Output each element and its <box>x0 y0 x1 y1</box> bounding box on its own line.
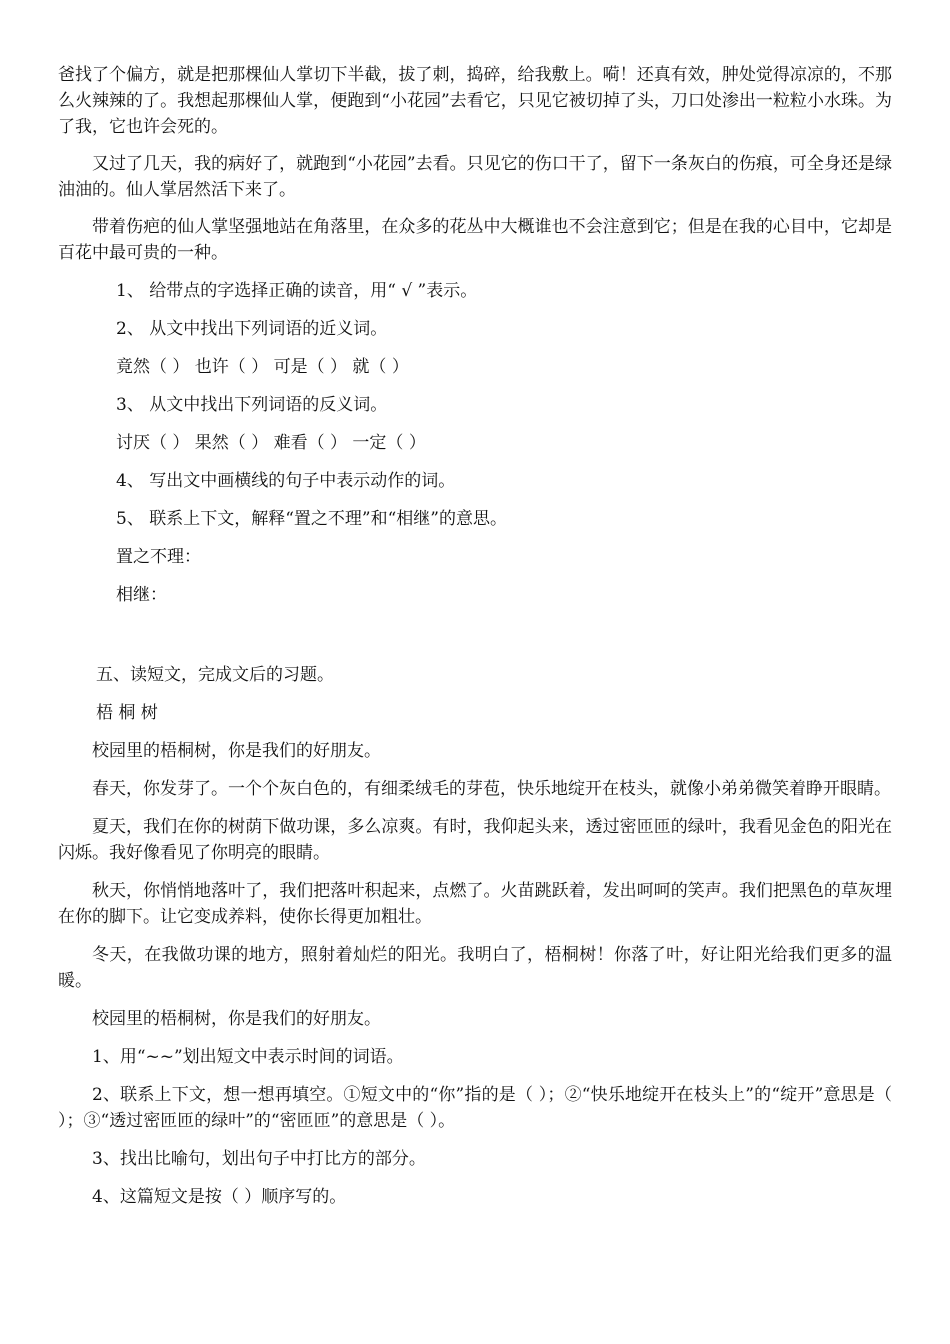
article-paragraph-2: 春天，你发芽了。一个个灰白色的，有细柔绒毛的芽苞，快乐地绽开在枝头，就像小弟弟微笑着睁开眼睛。 <box>92 779 891 799</box>
section-heading: 五、读短文，完成文后的习题。 <box>96 665 334 685</box>
article-paragraph-1: 校园里的梧桐树，你是我们的好朋友。 <box>92 741 381 761</box>
exercise-1: 1、用“~~”划出短文中表示时间的词语。 <box>92 1047 404 1067</box>
question-5-answer-a: 置之不理： <box>116 547 201 567</box>
article-paragraph-4: 秋天，你悄悄地落叶了，我们把落叶积起来，点燃了。火苗跳跃着，发出呵呵的笑声。我们把黑色的草灰埋在你的脚下。让它变成养料，使你长得更加粗壮。 <box>58 881 892 927</box>
question-1: 1、 给带点的字选择正确的读音，用“ √ ”表示。 <box>116 281 478 301</box>
exercise-4: 4、这篇短文是按（ ）顺序写的。 <box>92 1187 347 1207</box>
question-3-items: 讨厌（ ） 果然（ ） 难看（ ） 一定（ ） <box>116 433 426 453</box>
question-5: 5、 联系上下文，解释“置之不理”和“相继”的意思。 <box>116 509 507 529</box>
exercise-2: 2、联系上下文，想一想再填空。①短文中的“你”指的是（ ）；②“快乐地绽开在枝头上”的“绽开”意思是（ ）；③“透过密匝匝的绿叶”的“密匝匝”的意思是（ ）。 <box>58 1085 892 1131</box>
passage-paragraph-3: 带着伤疤的仙人掌坚强地站在角落里，在众多的花丛中大概谁也不会注意到它；但是在我的心目中，它却是百花中最可贵的一种。 <box>58 217 892 263</box>
article-paragraph-3: 夏天，我们在你的树荫下做功课，多么凉爽。有时，我仰起头来，透过密匝匝的绿叶，我看见金色的阳光在闪烁。我好像看见了你明亮的眼睛。 <box>58 817 892 863</box>
question-3: 3、 从文中找出下列词语的反义词。 <box>116 395 388 415</box>
article-paragraph-5: 冬天，在我做功课的地方，照射着灿烂的阳光。我明白了，梧桐树！你落了叶，好让阳光给我们更多的温暖。 <box>58 945 892 991</box>
question-5-answer-b: 相继： <box>116 585 167 605</box>
question-2: 2、 从文中找出下列词语的近义词。 <box>116 319 388 339</box>
passage-paragraph-1: 爸找了个偏方，就是把那棵仙人掌切下半截，拔了刺，捣碎，给我敷上。嗬！还真有效，肿处觉得凉凉的，不那么火辣辣的了。我想起那棵仙人掌，便跑到“小花园”去看它，只见它被切掉了头，刀口处渗出一粒粒小水珠。为了我，它也许会死的。 <box>58 65 892 137</box>
article-paragraph-6: 校园里的梧桐树，你是我们的好朋友。 <box>92 1009 381 1029</box>
passage-paragraph-2: 又过了几天，我的病好了，就跑到“小花园”去看。只见它的伤口干了，留下一条灰白的伤痕，可全身还是绿油油的。仙人掌居然活下来了。 <box>58 154 892 200</box>
question-2-items: 竟然（ ） 也许（ ） 可是（ ） 就（ ） <box>116 357 409 377</box>
article-title: 梧 桐 树 <box>96 703 158 723</box>
document-page <box>58 62 892 1210</box>
exercise-3: 3、找出比喻句，划出句子中打比方的部分。 <box>92 1149 426 1169</box>
question-4: 4、 写出文中画横线的句子中表示动作的词。 <box>116 471 456 491</box>
